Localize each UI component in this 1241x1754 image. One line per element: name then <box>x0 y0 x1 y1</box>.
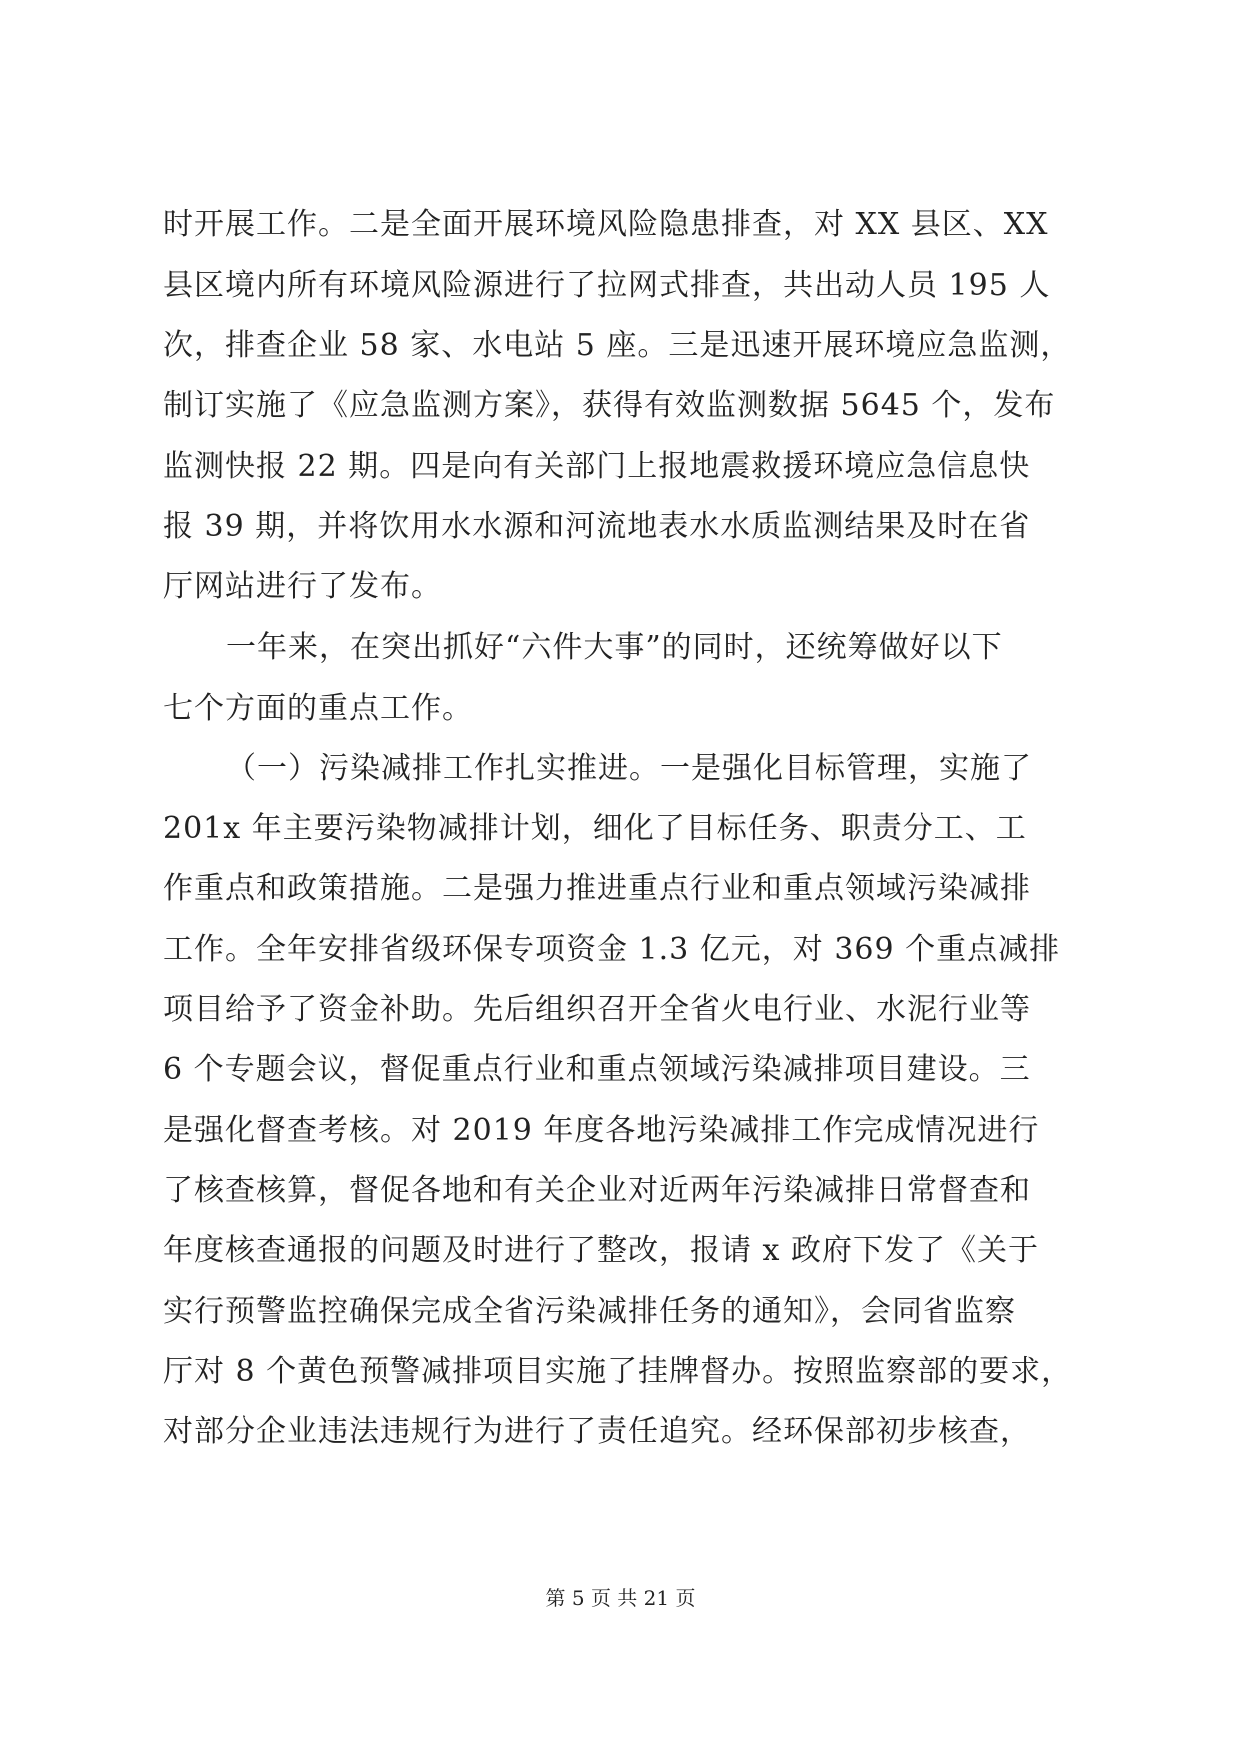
text-line: 工作。全年安排省级环保专项资金 1.3 亿元，对 369 个重点减排 <box>163 932 1061 967</box>
text-line: 七个方面的重点工作。 <box>163 691 473 726</box>
text-line: 6 个专题会议，督促重点行业和重点领域污染减排项目建设。三 <box>163 1052 1031 1087</box>
text-line: 了核查核算，督促各地和有关企业对近两年污染减排日常督查和 <box>163 1173 1031 1208</box>
text-line: 次，排查企业 58 家、水电站 5 座。三是迅速开展环境应急监测， <box>163 328 1072 363</box>
section-heading-line: （一）污染减排工作扎实推进。一是强化目标管理，实施了 <box>226 751 1032 786</box>
text-line: 县区境内所有环境风险源进行了拉网式排查，共出动人员 195 人 <box>163 268 1051 303</box>
text-line: 是强化督查考核。对 2019 年度各地污染减排工作完成情况进行 <box>163 1113 1040 1148</box>
paragraph-first-line: 一年来，在突出抓好“六件大事”的同时，还统筹做好以下 <box>226 630 1003 665</box>
text-line: 厅网站进行了发布。 <box>163 569 442 604</box>
text-line: 201x 年主要污染物减排计划，细化了目标任务、职责分工、工 <box>163 811 1027 846</box>
text-line: 项目给予了资金补助。先后组织召开全省火电行业、水泥行业等 <box>163 992 1031 1027</box>
text-line: 作重点和政策措施。二是强力推进重点行业和重点领域污染减排 <box>163 871 1031 906</box>
page-number-footer: 第 5 页 共 21 页 <box>545 1586 696 1610</box>
text-line: 制订实施了《应急监测方案》，获得有效监测数据 5645 个，发布 <box>163 388 1056 423</box>
text-line: 报 39 期，并将饮用水水源和河流地表水水质监测结果及时在省 <box>163 509 1031 544</box>
text-line: 对部分企业违法违规行为进行了责任追究。经环保部初步核查， <box>163 1414 1031 1449</box>
text-line: 实行预警监控确保完成全省污染减排任务的通知》，会同省监察 <box>163 1294 1016 1329</box>
text-line: 年度核查通报的问题及时进行了整改，报请 x 政府下发了《关于 <box>163 1233 1039 1268</box>
text-line: 监测快报 22 期。四是向有关部门上报地震救援环境应急信息快 <box>163 449 1031 484</box>
text-line: 时开展工作。二是全面开展环境风险隐患排查，对 XX 县区、XX <box>163 207 1049 242</box>
text-line: 厅对 8 个黄色预警减排项目实施了挂牌督办。按照监察部的要求， <box>163 1354 1073 1389</box>
